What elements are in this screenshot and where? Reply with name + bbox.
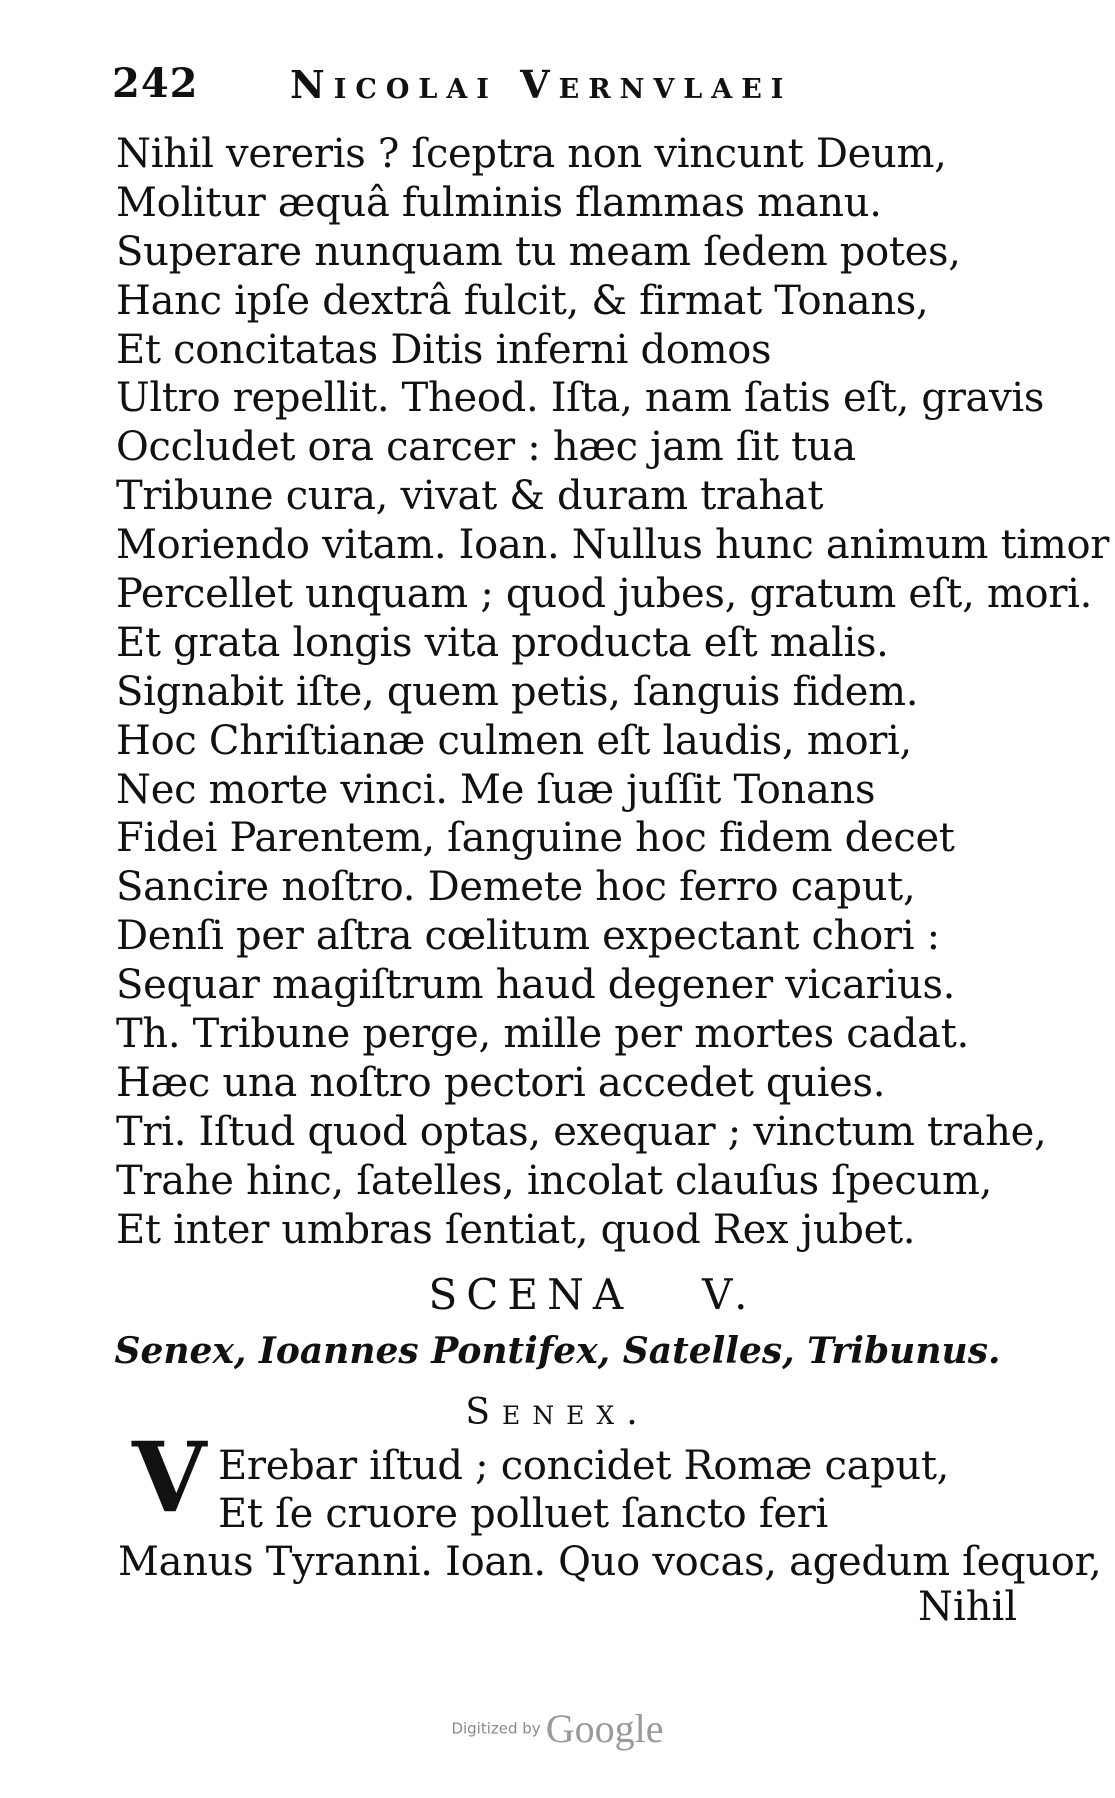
verse-line: Fidei Parentem, ſanguine hoc fidem decet xyxy=(116,815,955,862)
verse-line: Ultro repellit. Theod. Iſta, nam ſatis eſt, gravis xyxy=(116,375,1045,422)
verse-line: Sancire noſtro. Demete hoc ferro caput, xyxy=(116,864,916,911)
verse-line: Et concitatas Ditis inferni domos xyxy=(116,326,772,373)
verse-line: Hoc Chriſtianæ culmen eſt laudis, mori, xyxy=(116,717,912,764)
verse-line: Et ſe cruore polluet ſancto feri xyxy=(218,1491,829,1537)
verse-line: Moriendo vitam. Ioan. Nullus hunc animum timor xyxy=(116,522,1110,569)
verse-line: Trahe hinc, ſatelles, incolat clauſus ſpecum, xyxy=(116,1157,993,1204)
verse-line: Hanc ipſe dextrâ fulcit, & firmat Tonans, xyxy=(116,277,929,324)
verse-line: Tri. Iſtud quod optas, exequar ; vinctum trahe, xyxy=(116,1108,1047,1155)
scene-heading xyxy=(0,1270,1115,1319)
verse-line: Et inter umbras ſentiat, quod Rex jubet. xyxy=(116,1206,916,1253)
verse-line: Nihil vereris ? ſceptra non vincunt Deum, xyxy=(116,131,947,177)
verse-line: Denſi per aſtra cœlitum expectant chori : xyxy=(116,913,940,960)
verse-line: Molitur æquâ fulminis flammas manu. xyxy=(116,179,882,226)
google-logo: Google xyxy=(545,1706,664,1751)
verse-line: Superare nunquam tu meam ſedem potes, xyxy=(116,228,961,275)
verse-line: Et grata longis vita producta eſt malis. xyxy=(116,619,889,666)
verse-line: Signabit iſte, quem petis, ſanguis fidem. xyxy=(116,668,919,715)
verse-line: Manus Tyranni. Ioan. Quo vocas, agedum ſequor, xyxy=(118,1539,1102,1585)
scene-verse-block xyxy=(118,1442,1102,1586)
verse-line: Hæc una noſtro pectori accedet quies. xyxy=(116,1059,886,1106)
verse-line: Tribune cura, vivat & duram trahat xyxy=(116,473,824,520)
dramatis-personae: Senex, Ioannes Pontifex, Satelles, Tribunus. xyxy=(114,1330,1001,1372)
drop-capital: V xyxy=(132,1421,207,1534)
verse-line: Percellet unquam ; quod jubes, gratum eſt, mori. xyxy=(116,571,1093,618)
verse-line: Nec morte vinci. Me ſuæ juſſit Tonans xyxy=(116,766,876,813)
scene-title-word: SCENA xyxy=(428,1270,633,1319)
running-head: Nicolai Vernvlaei xyxy=(290,62,793,107)
digitized-label: Digitized by xyxy=(451,1719,541,1738)
verse-line: Occludet ora carcer : hæc jam ſit tua xyxy=(116,424,856,471)
verse-line: Erebar iſtud ; concidet Romæ caput, xyxy=(218,1443,950,1489)
verse-line: Th. Tribune perge, mille per mortes cadat. xyxy=(116,1011,969,1058)
scene-number: V. xyxy=(702,1270,757,1319)
page-number: 242 xyxy=(112,60,199,107)
verse-line: Sequar magiſtrum haud degener vicarius. xyxy=(116,962,956,1009)
catchword: Nihil xyxy=(918,1584,1018,1630)
page-header xyxy=(112,60,892,110)
speaker-name: Senex. xyxy=(465,1392,650,1433)
verse-block xyxy=(116,130,1110,1254)
digitization-watermark xyxy=(0,1705,1115,1752)
